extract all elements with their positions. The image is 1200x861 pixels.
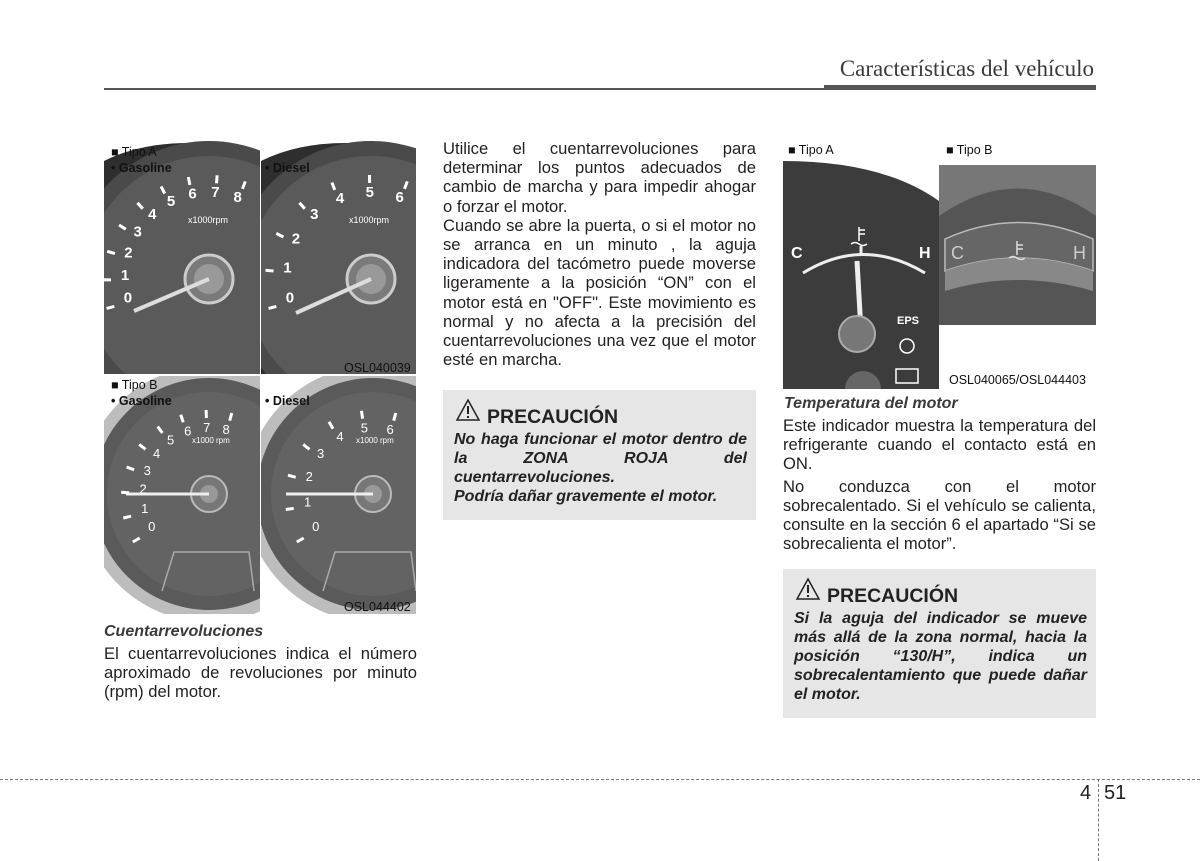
tick-label: 8 xyxy=(222,422,230,438)
caution-box-temperature xyxy=(783,569,1096,718)
type-b-label: ■ Tipo B xyxy=(946,143,993,157)
rpm-unit-label: x1000 rpm xyxy=(356,436,394,445)
page-number: 51 xyxy=(1104,782,1127,804)
tick-label: 0 xyxy=(312,519,320,534)
tick-label: 6 xyxy=(386,422,394,438)
type-a-label: ■ Tipo A xyxy=(111,145,157,159)
tick-mark xyxy=(121,492,129,493)
tick-mark xyxy=(362,411,363,419)
caution-line: Podría dañar gravemente el motor. xyxy=(454,488,718,505)
tick-label: 5 xyxy=(360,420,369,436)
rpm-unit-label: x1000rpm xyxy=(188,215,229,225)
caution-title: PRECAUCIÓN xyxy=(487,406,619,428)
diesel-label: • Diesel xyxy=(265,161,310,175)
tick-label: 2 xyxy=(124,244,133,262)
tachometer-usage-paragraph: Utilice el cuentarrevoluciones para determinar los puntos adecuados de cambio de marcha y para impedir ahogar o forzar el motor. xyxy=(443,139,756,216)
diesel-label: • Diesel xyxy=(265,394,310,408)
tick-label: 8 xyxy=(233,189,242,207)
tick-mark xyxy=(188,177,190,185)
tick-mark xyxy=(288,475,296,477)
gasoline-label: • Gasoline xyxy=(111,394,172,408)
temperature-gauge-figure xyxy=(783,141,1096,389)
tick-label: 2 xyxy=(305,468,313,484)
eps-label: EPS xyxy=(897,315,920,327)
hot-mark: H xyxy=(919,245,931,262)
overheat-paragraph: No conduzca con el motor sobrecalentado. Si el vehículo se calienta, consulte en la sección 6 el apartado “Si se sobrecalienta el motor”. xyxy=(783,476,1096,554)
rpm-unit-label: x1000rpm xyxy=(349,215,390,225)
tick-mark xyxy=(286,508,294,509)
gasoline-label: • Gasoline xyxy=(111,161,172,175)
header-rule-accent xyxy=(824,85,1096,90)
hot-mark: H xyxy=(1073,243,1086,263)
tick-label: 1 xyxy=(303,494,312,510)
tick-label: 1 xyxy=(141,501,149,516)
rpm-unit-label: x1000 rpm xyxy=(192,436,230,445)
caution-box-tachometer xyxy=(443,390,756,520)
tick-label: 2 xyxy=(139,481,147,497)
caution-title: PRECAUCIÓN xyxy=(827,585,959,607)
tick-label: 4 xyxy=(335,189,345,207)
cold-mark: C xyxy=(951,243,964,263)
tick-label: 7 xyxy=(203,420,211,435)
figure-code: OSL044402 xyxy=(344,600,411,614)
figure-code: OSL040065/OSL044403 xyxy=(949,373,1086,387)
tick-mark xyxy=(394,413,396,421)
cold-mark: C xyxy=(791,245,803,262)
tick-label: 6 xyxy=(188,185,197,203)
tick-label: 5 xyxy=(365,184,374,201)
tick-mark xyxy=(107,306,115,308)
tick-label: 0 xyxy=(148,519,156,534)
tick-label: 6 xyxy=(395,189,404,207)
type-b-label: ■ Tipo B xyxy=(111,378,158,392)
tick-label: 2 xyxy=(291,230,301,248)
tach-type-a-gasoline-figure xyxy=(104,141,260,374)
tick-label: 4 xyxy=(152,445,161,461)
tachometer-needle-paragraph: Cuando se abre la puerta, o si el motor no se arranca en un minuto , la aguja indicadora del tacómetro puede moverse ligeramente a la posición “ON” con el motor está en "OFF". Este movimiento es normal y no afecta a la precisión del cuentarrevoluciones una vez que el motor esté en marcha. xyxy=(443,215,756,370)
footer-vertical-rule xyxy=(1098,779,1099,861)
tach-type-a-diesel-figure xyxy=(261,141,416,374)
tick-label: 3 xyxy=(316,445,325,461)
tick-label: 7 xyxy=(211,184,220,202)
figure-code: OSL040039 xyxy=(344,361,411,375)
tick-mark xyxy=(217,175,218,183)
warning-triangle-icon xyxy=(795,577,821,601)
tick-label: 3 xyxy=(143,462,151,478)
tick-label: 6 xyxy=(184,423,192,439)
tachometer-subheading: Cuentarrevoluciones xyxy=(104,623,264,640)
middle-text-block xyxy=(443,139,756,369)
tick-label: 4 xyxy=(148,206,157,224)
tachometer-description: El cuentarrevoluciones indica el número aproximado de revoluciones por minuto (rpm) del motor. xyxy=(104,644,417,702)
tick-label: 3 xyxy=(133,223,142,241)
tick-label: 5 xyxy=(166,193,176,211)
tick-label: 1 xyxy=(120,267,130,285)
tick-label: 0 xyxy=(123,289,133,307)
tick-label: 1 xyxy=(283,259,292,277)
caution-text: Si la aguja del indicador se mueve más allá de la zona normal, hacia la posición “130/H”, indica un sobrecalentamiento que puede dañar el motor. xyxy=(794,610,1087,703)
engine-temp-subheading: Temperatura del motor xyxy=(784,395,958,412)
tick-mark xyxy=(269,306,277,308)
caution-text xyxy=(454,430,747,506)
chapter-number: 4 xyxy=(1080,782,1092,804)
section-title: Características del vehículo xyxy=(839,56,1094,81)
type-a-label: ■ Tipo A xyxy=(788,143,834,157)
right-text-block xyxy=(783,416,1096,553)
tick-label: 0 xyxy=(285,289,295,307)
temp-description-paragraph: Este indicador muestra la temperatura del refrigerante cuando el contacto está en ON. xyxy=(783,416,1096,474)
tick-label: 3 xyxy=(310,206,319,224)
warning-triangle-icon xyxy=(455,398,481,422)
tick-label: 5 xyxy=(166,432,175,448)
footer-dash-rule xyxy=(0,779,1200,780)
caution-line: No haga funcionar el motor dentro de la ZONA ROJA del cuentarrevoluciones. xyxy=(454,431,747,486)
tick-mark xyxy=(266,270,274,271)
tach-type-b-diesel-figure xyxy=(261,376,416,614)
tach-type-b-gasoline-figure xyxy=(104,376,260,614)
tick-mark xyxy=(123,516,131,518)
tick-mark xyxy=(230,413,232,421)
tick-label: 4 xyxy=(336,428,344,444)
